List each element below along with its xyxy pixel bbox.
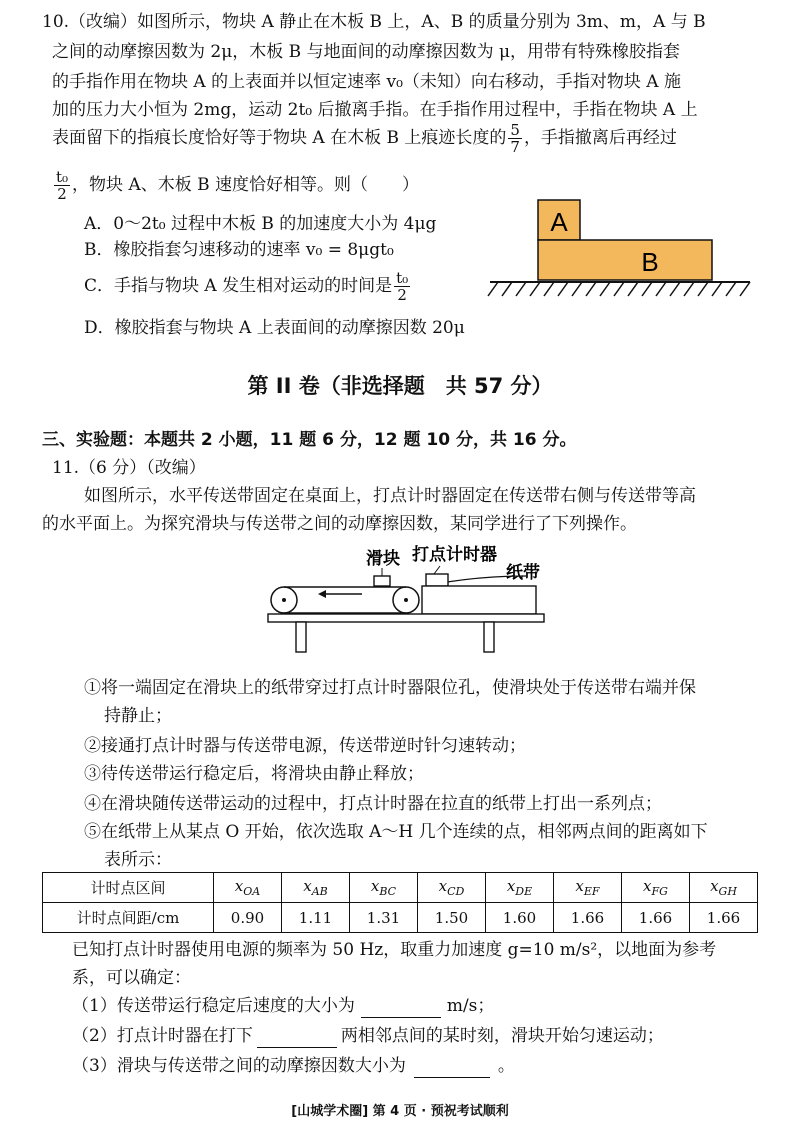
table-row-label-interval: 计时点区间: [43, 873, 214, 903]
fraction-numerator: t₀: [396, 269, 409, 287]
q10-option-d: D．橡胶指套与物块 A 上表面间的动摩擦因数 20μ: [84, 318, 465, 338]
q11-sub-1-unit: m/s；: [446, 996, 495, 1016]
fraction-denominator: 2: [397, 286, 407, 304]
q11-intro-1: 如图所示，水平传送带固定在桌面上，打点计时器固定在传送带右侧与传送带等高: [84, 486, 696, 506]
q11-sub-1: [72, 994, 756, 1018]
table-header-cell: $x_{BC}$: [350, 873, 418, 903]
q11-sub-2: [72, 1024, 756, 1048]
timer-label: 打点计时器: [412, 545, 497, 565]
table-value-cell: 0.90: [214, 903, 282, 933]
q11-step-1a: ①将一端固定在滑块上的纸带穿过打点计时器限位孔，使滑块处于传送带右端并保: [84, 678, 696, 698]
q11-known-1: 已知打点计时器使用电源的频率为 50 Hz，取重力加速度 g=10 m/s²，以地面为参考: [72, 940, 717, 960]
q10-line-5-tail: ，手指撤离后再经过: [523, 128, 677, 148]
motion-arrow-head: [318, 590, 326, 598]
table-header-cell: $x_{OA}$: [214, 873, 282, 903]
table-value-cell: 1.60: [486, 903, 554, 933]
q11-sub-1-text: （1）传送带运行稳定后速度的大小为: [72, 996, 355, 1016]
q10-option-b: B．橡胶指套匀速移动的速率 v₀ = 8μgt₀: [84, 240, 394, 260]
ground-hatching: [488, 282, 750, 296]
left-pulley-axle: [282, 598, 286, 602]
table-leg-right: [484, 622, 494, 652]
q10-line-5: [52, 118, 756, 158]
q11-sub-3-text: （3）滑块与传送带之间的动摩擦因数大小为: [72, 1056, 406, 1076]
slider-label: 滑块: [366, 549, 400, 569]
q10-line-6-text: ，物块 A、木板 B 速度恰好相等。则（ ）: [72, 175, 420, 195]
q11-step-5b: 表所示：: [104, 850, 172, 870]
spacing-table: [42, 872, 758, 933]
table-value-cell: 1.31: [350, 903, 418, 933]
block-a-label: A: [550, 207, 568, 237]
timer-device: [426, 574, 448, 586]
q11-sub-2-tail: 两相邻点间的某时刻，滑块开始匀速运动；: [340, 1026, 664, 1046]
answer-blank-2[interactable]: [257, 1029, 337, 1048]
q10-line-3: 的手指作用在物块 A 的上表面并以恒定速率 v₀（未知）向右移动，手指对物块 A 施: [52, 72, 681, 92]
conveyor-figure: [262, 538, 562, 656]
q10-option-a: A．0～2t₀ 过程中木板 B 的加速度大小为 4μg: [84, 214, 437, 234]
fraction-5-7: [508, 122, 522, 155]
section-3-heading: 三、实验题：本题共 2 小题，11 题 6 分，12 题 10 分，共 16 分。: [42, 430, 577, 450]
q10-line-4: 加的压力大小恒为 2mg，运动 2t₀ 后撤离手指。在手指作用过程中，手指在物块 A 上: [52, 100, 698, 120]
table-header-cell: $x_{GH}$: [690, 873, 758, 903]
q11-intro-2: 的水平面上。为探究滑块与传送带之间的动摩擦因数，某同学进行了下列操作。: [42, 514, 637, 534]
table-value-cell: 1.11: [282, 903, 350, 933]
table-top: [268, 614, 544, 622]
page-footer: [山城学术圈] 第 4 页 · 预祝考试顺利: [291, 1104, 509, 1119]
board-b: [538, 240, 712, 280]
q11-sub-3: [72, 1054, 756, 1078]
q11-known-2: 系，可以确定：: [72, 968, 191, 988]
table-header-cell: $x_{CD}$: [418, 873, 486, 903]
table-header-cell: $x_{AB}$: [282, 873, 350, 903]
q11-step-4: ④在滑块随传送带运动的过程中，打点计时器在拉直的纸带上打出一系列点；: [84, 794, 662, 814]
table-row: [43, 873, 758, 903]
fraction-denominator: 7: [510, 138, 520, 156]
fraction-t0-2: [54, 169, 70, 202]
answer-blank-3[interactable]: [414, 1059, 490, 1078]
tape-label: 纸带: [506, 563, 540, 583]
q11-step-5a: ⑤在纸带上从某点 O 开始，依次选取 A～H 几个连续的点，相邻两点间的距离如下: [84, 822, 708, 842]
q10-line-1: 10.（改编）如图所示，物块 A 静止在木板 B 上，A、B 的质量分别为 3m、m，A 与 B: [42, 12, 706, 32]
table-header-cell: $x_{EF}$: [554, 873, 622, 903]
block-board-figure: [486, 196, 756, 300]
table-row-label-spacing: 计时点间距/cm: [43, 903, 214, 933]
q11-step-1b: 持静止；: [104, 706, 172, 726]
table-value-cell: 1.66: [554, 903, 622, 933]
fraction-numerator: t₀: [56, 168, 69, 186]
fraction-numerator: 5: [510, 121, 520, 139]
q11-step-2: ②接通打点计时器与传送带电源，传送带逆时针匀速转动；: [84, 736, 526, 756]
q11-sub-2-text: （2）打点计时器在打下: [72, 1026, 253, 1046]
table-value-cell: 1.66: [690, 903, 758, 933]
q10-line-5-text: 表面留下的指痕长度恰好等于物块 A 在木板 B 上痕迹长度的: [52, 128, 507, 148]
q10-line-2: 之间的动摩擦因数为 2μ，木板 B 与地面间的动摩擦因数为 μ，用带有特殊橡胶指套: [52, 42, 681, 62]
fraction-denominator: 2: [57, 185, 67, 203]
q11-title: 11.（6 分）（改编）: [52, 458, 206, 478]
slider-block: [374, 576, 390, 586]
fraction-t0-2-option-c: [394, 270, 410, 303]
board-b-label: B: [641, 247, 659, 277]
platform: [422, 586, 536, 614]
table-row: [43, 903, 758, 933]
table-value-cell: 1.66: [622, 903, 690, 933]
table-header-cell: $x_{DE}$: [486, 873, 554, 903]
table-leg-left: [296, 622, 306, 652]
q11-step-3: ③待传送带运行稳定后，将滑块由静止释放；: [84, 764, 424, 784]
q10-option-c-text: C．手指与物块 A 发生相对运动的时间是: [84, 276, 393, 296]
q11-sub-3-tail: 。: [497, 1056, 515, 1076]
timer-pointer: [434, 566, 440, 574]
right-pulley-axle: [404, 598, 408, 602]
answer-blank-1[interactable]: [361, 999, 441, 1018]
table-value-cell: 1.50: [418, 903, 486, 933]
section-2-title: 第 II 卷（非选择题 共 57 分）: [247, 374, 553, 398]
table-header-cell: $x_{FG}$: [622, 873, 690, 903]
